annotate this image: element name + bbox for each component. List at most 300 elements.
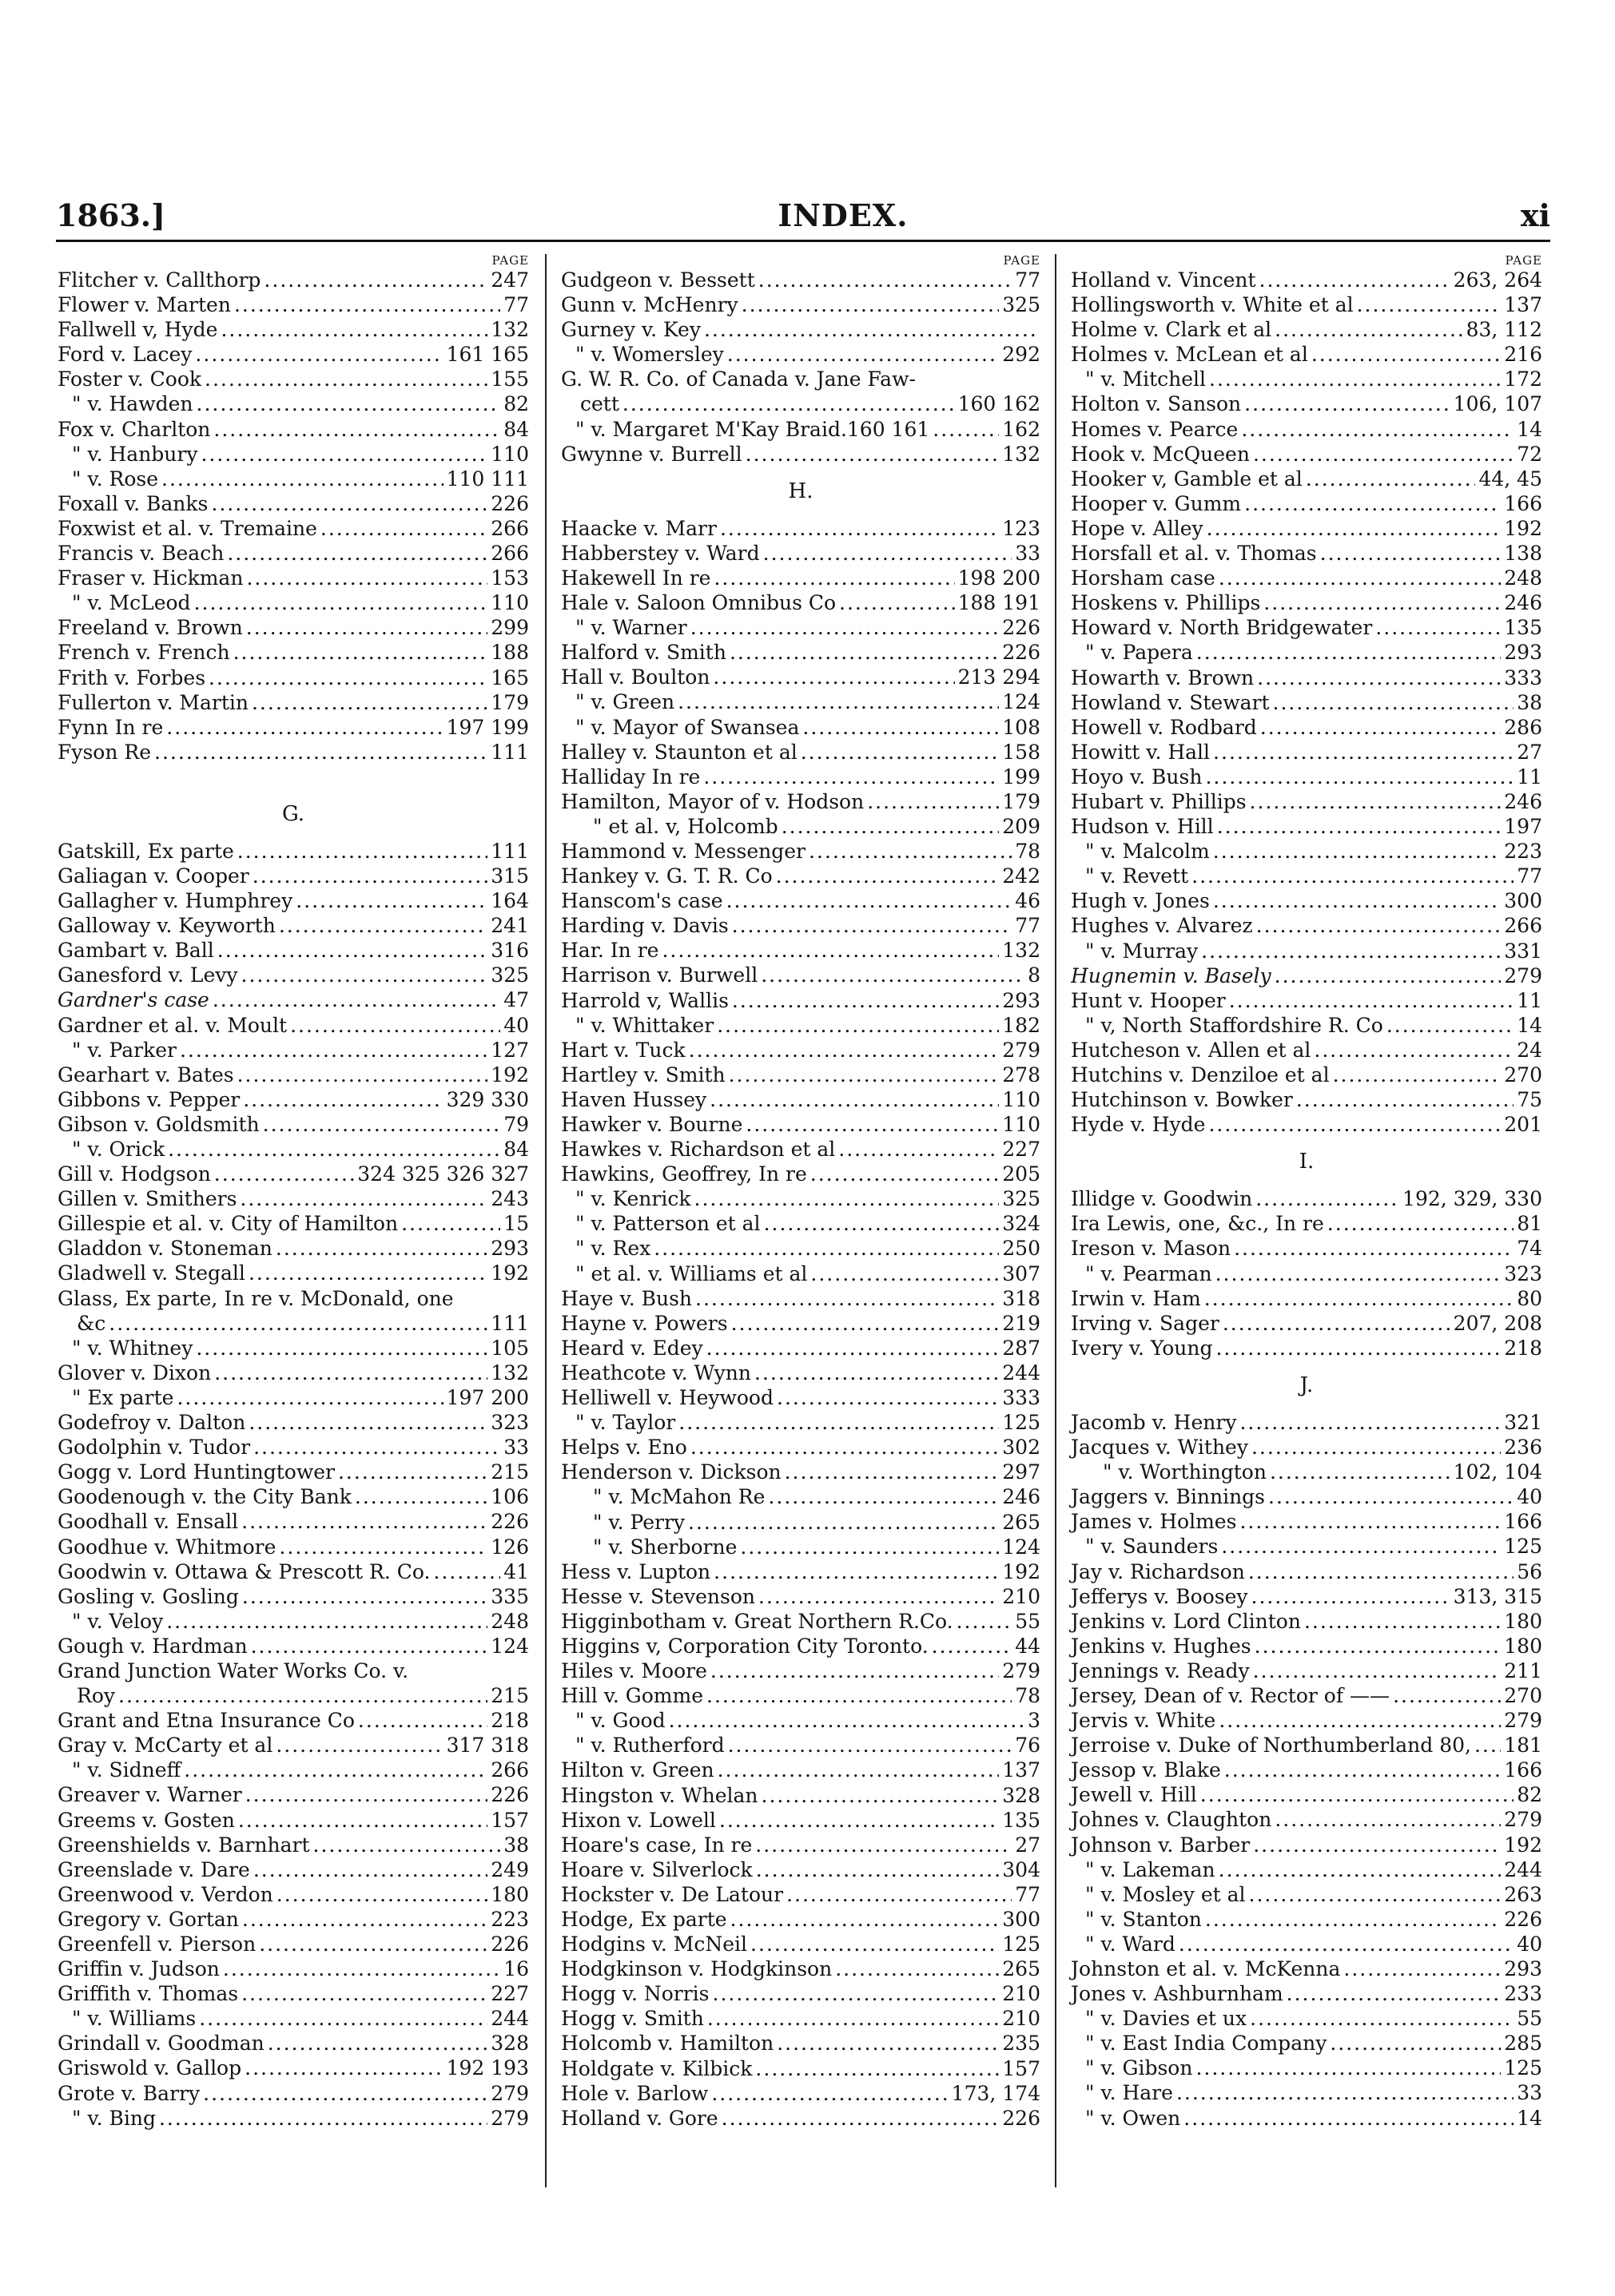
dot-leader	[713, 1981, 1000, 2006]
index-entry	[561, 1361, 1040, 1385]
page-reference: 55	[1517, 2007, 1542, 2031]
dot-leader	[785, 1460, 1000, 1484]
case-name: " v. Hanbury	[72, 442, 198, 466]
index-entry	[561, 888, 1040, 913]
index-entry	[1071, 1807, 1542, 1832]
index-entry	[1071, 939, 1542, 963]
page-reference: 124	[1002, 690, 1040, 714]
index-entry	[1071, 1261, 1542, 1286]
case-name: Goodhall v. Ensall	[58, 1510, 239, 1534]
index-entry-text: G. W. R. Co. of Canada v. Jane Faw-	[561, 367, 916, 391]
index-entry	[561, 1336, 1040, 1361]
case-name: Gallagher v. Humphrey	[58, 889, 293, 913]
index-entry	[1071, 665, 1542, 690]
dot-leader	[710, 1658, 999, 1683]
case-name: &c	[77, 1311, 106, 1335]
dot-leader	[279, 1535, 487, 1559]
case-name: Fyson Re	[58, 740, 152, 764]
index-entry	[561, 1708, 1040, 1733]
case-name: Hutchins v. Denziloe et al	[1071, 1063, 1330, 1086]
dot-leader	[756, 1857, 1000, 1882]
case-name: " v. Davies et ux	[1085, 2007, 1247, 2031]
dot-leader	[706, 1336, 1000, 1361]
case-name: Jewell v. Hill	[1071, 1783, 1197, 1807]
dot-leader	[276, 1236, 487, 1261]
page-reference: 197 200	[446, 1385, 529, 1409]
index-entry	[58, 1435, 529, 1460]
case-name: Henderson v. Dickson	[561, 1460, 782, 1484]
index-entry	[1071, 615, 1542, 640]
dot-leader	[1287, 1981, 1502, 2006]
case-name: " v. Saunders	[1085, 1535, 1219, 1559]
case-name: Greenshields v. Barnhart	[58, 1833, 310, 1857]
dot-leader	[1375, 615, 1501, 640]
page-reference: 286	[1504, 715, 1542, 739]
page-reference: 328	[491, 2032, 529, 2056]
case-name: Gregory v. Gortan	[58, 1907, 239, 1931]
case-name: Hoskens v. Phillips	[1071, 591, 1261, 615]
case-name: French v. French	[58, 641, 230, 665]
index-entry	[561, 1137, 1040, 1162]
index-entry	[1071, 1211, 1542, 1236]
case-name: Holland v. Gore	[561, 2106, 718, 2130]
page-reference: 83, 112	[1466, 318, 1542, 342]
case-name: Hope v. Alley	[1071, 516, 1203, 540]
index-entry	[58, 1385, 529, 1410]
index-entry	[1071, 1981, 1542, 2006]
page-reference: 265	[1002, 1510, 1040, 1534]
index-entry	[1071, 1038, 1542, 1063]
case-name: Fynn In re	[58, 715, 164, 739]
page-reference: 218	[1504, 1336, 1542, 1360]
index-entry	[1071, 640, 1542, 665]
dot-leader	[1327, 1211, 1514, 1236]
case-name: Johnes v. Claughton	[1071, 1808, 1272, 1832]
dot-leader	[1260, 715, 1502, 740]
index-entry	[561, 2081, 1040, 2106]
case-name: Greenslade v. Dare	[58, 1857, 250, 1881]
case-name: Freeland v. Brown	[58, 616, 243, 640]
page-reference: 188 191	[957, 591, 1040, 615]
case-name: " v. Mayor of Swansea	[575, 715, 800, 739]
dot-leader	[240, 1186, 487, 1211]
dot-leader	[1213, 740, 1514, 765]
case-name: Howard v. North Bridgewater	[1071, 616, 1373, 640]
dot-leader	[1241, 417, 1514, 442]
index-entry	[1071, 2006, 1542, 2031]
index-entry	[1071, 2056, 1542, 2080]
dot-leader	[654, 1236, 999, 1261]
index-entry	[561, 1087, 1040, 1112]
page-title: INDEX.	[778, 197, 909, 233]
index-entry	[561, 1162, 1040, 1186]
page-reference: 77	[503, 293, 529, 317]
case-name: " v. Owen	[1085, 2106, 1181, 2130]
page-reference: 125	[1504, 1535, 1542, 1559]
dot-leader	[237, 839, 488, 864]
dot-leader	[203, 2081, 487, 2106]
case-name: Francis v. Beach	[58, 542, 225, 566]
page-reference: 223	[1504, 840, 1542, 864]
dot-leader	[809, 839, 1012, 864]
dot-leader	[195, 342, 443, 367]
dot-leader	[706, 1683, 1012, 1708]
page-reference: 27	[1015, 1833, 1040, 1857]
case-name: Johnston et al. v. McKenna	[1071, 1957, 1341, 1980]
page-reference: 265	[1002, 1957, 1040, 1981]
page-reference: 244	[1504, 1857, 1542, 1881]
index-entry	[1071, 590, 1542, 615]
index-entry	[58, 317, 529, 342]
case-name: " v. East India Company	[1085, 2032, 1327, 2056]
page-reference: 179	[1002, 789, 1040, 813]
index-entry	[58, 1013, 529, 1038]
page-reference: 110 111	[446, 467, 529, 491]
page-reference: 317 318	[446, 1734, 529, 1758]
dot-leader	[1215, 1336, 1501, 1361]
page-reference: 55	[1015, 1609, 1040, 1633]
case-name: Hughes v. Alvarez	[1071, 914, 1253, 938]
dot-leader	[243, 1087, 443, 1112]
case-name: " v. Sidneff	[72, 1758, 181, 1782]
page-reference: 218	[491, 1709, 529, 1733]
page-reference: 33	[1015, 541, 1040, 565]
dot-leader	[184, 1758, 487, 1782]
page-reference: 323	[491, 1411, 529, 1435]
index-entry	[561, 1932, 1040, 1956]
page-reference: 246	[1504, 591, 1542, 615]
page-reference: 132	[491, 318, 529, 342]
index-entry	[561, 1261, 1040, 1286]
page-reference: 161 165	[446, 343, 529, 367]
case-name: Gillespie et al. v. City of Hamilton	[58, 1212, 399, 1236]
page-reference: 241	[491, 914, 529, 938]
case-name: Hartley v. Smith	[561, 1063, 726, 1086]
index-entry	[58, 2031, 529, 2056]
index-entry	[58, 590, 529, 615]
dot-leader	[1217, 814, 1502, 839]
case-name: Goodhue v. Whitmore	[58, 1535, 276, 1559]
dot-leader	[810, 1162, 1000, 1186]
case-name: " v. Papera	[1085, 641, 1193, 665]
page-reference: 210	[1002, 1982, 1040, 2006]
index-entry	[1071, 740, 1542, 765]
index-entry	[561, 615, 1040, 640]
dot-leader	[761, 963, 1024, 987]
case-name: Gladdon v. Stoneman	[58, 1237, 272, 1261]
case-name: " v. Mosley et al	[1085, 1882, 1246, 1906]
case-name: Gladwell v. Stegall	[58, 1261, 245, 1285]
index-entry	[561, 1535, 1040, 1559]
index-entry	[1071, 1509, 1542, 1534]
page-reference: 14	[1517, 2106, 1542, 2130]
index-entry	[561, 913, 1040, 938]
index-entry	[1071, 864, 1542, 888]
case-name: Roy	[77, 1684, 115, 1708]
dot-leader	[109, 1311, 487, 1336]
case-name: Higginbotham v. Great Northern R.Co.	[561, 1609, 953, 1633]
index-entry	[58, 491, 529, 516]
dot-leader	[1263, 590, 1501, 615]
index-entry	[1071, 1013, 1542, 1038]
index-entry	[561, 1286, 1040, 1311]
case-name: Hole v. Barlow	[561, 2081, 709, 2105]
dot-leader	[1250, 2006, 1514, 2031]
case-name: Ira Lewis, one, &c., In re	[1071, 1212, 1324, 1236]
page-reference: 41	[503, 1559, 529, 1583]
page-reference: 279	[1002, 1659, 1040, 1683]
dot-leader	[259, 1932, 487, 1956]
index-entry	[561, 1311, 1040, 1336]
index-entry	[561, 1882, 1040, 1907]
dot-leader	[1224, 1758, 1502, 1782]
section-letter-heading: J.	[1299, 1372, 1314, 1397]
page-reference: 11	[1517, 765, 1542, 789]
page-reference: 125	[1504, 2056, 1542, 2080]
dot-leader	[201, 442, 487, 467]
dot-leader	[669, 1708, 1025, 1733]
index-entry	[58, 1112, 529, 1137]
dot-leader	[213, 417, 500, 442]
dot-leader	[957, 1609, 1012, 1634]
page-reference: 44, 45	[1478, 467, 1542, 491]
dot-leader	[1219, 566, 1501, 590]
dot-leader	[689, 1038, 1000, 1063]
dot-leader	[1386, 1013, 1514, 1038]
page-reference: 266	[491, 542, 529, 566]
page-reference: 197	[1504, 815, 1542, 839]
dot-leader	[1257, 665, 1501, 690]
dot-leader	[253, 864, 488, 888]
index-entry	[561, 1559, 1040, 1584]
dot-leader	[763, 541, 1012, 566]
page-reference: 135	[1504, 616, 1542, 640]
page-reference: 82	[503, 392, 529, 416]
index-entry	[561, 1435, 1040, 1460]
index-entry	[58, 292, 529, 317]
dot-leader	[762, 1783, 1000, 1808]
index-column-2	[561, 254, 1040, 2131]
index-entry	[561, 1634, 1040, 1658]
index-entry	[58, 640, 529, 665]
page-reference: 192	[1504, 516, 1542, 540]
page-reference: 180	[1504, 1634, 1542, 1658]
index-entry	[58, 1683, 529, 1708]
dot-leader	[1314, 1038, 1514, 1063]
column-divider	[545, 254, 547, 2187]
dot-leader	[1393, 1683, 1501, 1708]
dot-leader	[1270, 1460, 1450, 1484]
page-reference: 270	[1504, 1683, 1542, 1707]
page-reference: 325	[1002, 293, 1040, 317]
case-name: Hyde v. Hyde	[1071, 1113, 1206, 1137]
page-reference: 135	[1002, 1808, 1040, 1832]
dot-leader	[1229, 988, 1514, 1013]
page-reference: 157	[491, 1808, 529, 1832]
index-entry	[58, 1634, 529, 1658]
dot-leader	[1306, 467, 1476, 491]
dot-leader	[242, 1907, 487, 1932]
case-name: " v. Malcolm	[1085, 840, 1210, 864]
case-name: Gambart v. Ball	[58, 939, 214, 963]
dot-leader	[1330, 2031, 1501, 2056]
index-entry	[561, 1460, 1040, 1484]
case-name: " Ex parte	[72, 1385, 174, 1409]
case-name: Ivery v. Young	[1071, 1336, 1213, 1360]
dot-leader	[932, 1634, 1012, 1658]
case-name: Jennings v. Ready	[1071, 1658, 1250, 1682]
index-entry	[58, 1211, 529, 1236]
page-reference: 300	[1504, 889, 1542, 913]
index-entry	[58, 1535, 529, 1559]
index-entry	[1071, 1857, 1542, 1882]
case-name: Holdgate v. Kilbick	[561, 2056, 753, 2080]
case-name: Hutchinson v. Bowker	[1071, 1088, 1293, 1112]
case-name: " v. Pearman	[1085, 1261, 1212, 1285]
index-entry	[561, 1385, 1040, 1410]
dot-leader	[118, 1683, 487, 1708]
page-reference: 15	[503, 1212, 529, 1236]
case-name: Gwynne v. Burrell	[561, 442, 742, 466]
dot-leader	[758, 268, 1012, 292]
dot-leader	[732, 988, 999, 1013]
dot-leader	[732, 913, 1012, 938]
page-reference: 153	[491, 566, 529, 590]
index-entry	[561, 1833, 1040, 1857]
dot-leader	[786, 1882, 1012, 1907]
case-name: Griffith v. Thomas	[58, 1982, 239, 2006]
index-entry	[1071, 1063, 1542, 1087]
page-reference: 278	[1002, 1063, 1040, 1086]
page-reference: 263, 264	[1453, 268, 1542, 292]
dot-leader	[1244, 391, 1450, 416]
index-entry	[58, 2081, 529, 2106]
index-entry	[1071, 442, 1542, 467]
case-name: Galloway v. Keyworth	[58, 914, 276, 938]
case-name: Har. In re	[561, 939, 659, 963]
case-name: Gibson v. Goldsmith	[58, 1112, 260, 1136]
index-entry	[1071, 888, 1542, 913]
dot-leader	[355, 1484, 487, 1509]
dot-leader	[1223, 1311, 1450, 1336]
page-reference: 323	[1504, 1261, 1542, 1285]
dot-leader	[764, 1211, 1000, 1236]
page-reference: 198 200	[957, 566, 1040, 590]
page-reference: 160 162	[957, 392, 1040, 416]
dot-leader	[740, 1535, 999, 1559]
page-reference: 80	[1517, 1286, 1542, 1310]
dot-leader	[268, 2031, 488, 2056]
index-entry	[58, 467, 529, 491]
case-name: Jacomb v. Henry	[1071, 1410, 1237, 1434]
index-entry	[561, 1783, 1040, 1808]
index-entry	[58, 268, 529, 292]
case-name: Godolphin v. Tudor	[58, 1436, 251, 1460]
page-reference: 40	[1517, 1932, 1542, 1956]
case-name: Jones v. Ashburnham	[1071, 1982, 1283, 2006]
index-entry	[58, 1460, 529, 1484]
dot-leader	[718, 1758, 1000, 1782]
dot-leader	[713, 665, 954, 689]
page-reference: 293	[1002, 988, 1040, 1012]
index-entry	[561, 1758, 1040, 1782]
index-entry	[58, 566, 529, 590]
page-reference: 181	[1504, 1734, 1542, 1758]
page-reference: 279	[491, 2106, 529, 2130]
index-entry	[1071, 541, 1542, 566]
case-name: Hook v. McQueen	[1071, 442, 1250, 466]
index-entry	[58, 1932, 529, 1956]
page-column-label: PAGE	[1505, 253, 1542, 268]
dot-leader	[166, 715, 443, 740]
index-entry	[561, 1410, 1040, 1435]
dot-leader	[296, 888, 487, 913]
dot-leader	[242, 1584, 487, 1609]
index-entry	[1071, 342, 1542, 367]
case-name: Jefferys v. Boosey	[1071, 1584, 1248, 1608]
index-entry	[58, 1038, 529, 1063]
dot-leader	[1304, 1609, 1501, 1634]
page-reference: 44	[1015, 1634, 1040, 1658]
page-reference: 173, 174	[951, 2081, 1040, 2105]
index-entry	[561, 2056, 1040, 2081]
index-entry	[1071, 1708, 1542, 1733]
page-reference: 279	[1504, 1808, 1542, 1832]
dot-leader	[730, 640, 999, 665]
page-reference: 215	[491, 1684, 529, 1708]
page-reference: 157	[1002, 2056, 1040, 2080]
case-name: Harrison v. Burwell	[561, 963, 758, 987]
case-name: James v. Holmes	[1071, 1510, 1237, 1534]
page-reference: 111	[491, 839, 529, 863]
index-entry	[561, 839, 1040, 864]
dot-leader	[801, 740, 1000, 765]
page-reference: 279	[491, 2081, 529, 2105]
page-reference: 266	[491, 1758, 529, 1782]
case-name: cett	[580, 392, 619, 416]
index-entry	[561, 1956, 1040, 1981]
page-reference: 226	[491, 491, 529, 515]
case-name: Hawkes v. Richardson et al	[561, 1138, 836, 1162]
page-reference: 201	[1504, 1113, 1542, 1137]
case-name: Holmes v. McLean et al	[1071, 343, 1308, 367]
page-column-label: PAGE	[1003, 253, 1040, 268]
page-reference: 182	[1002, 1013, 1040, 1037]
index-entry	[58, 1162, 529, 1186]
index-entry	[58, 1361, 529, 1385]
page-reference: 279	[1002, 1038, 1040, 1062]
index-entry	[58, 1708, 529, 1733]
index-entry	[58, 1808, 529, 1833]
dot-leader	[213, 987, 500, 1012]
dot-leader	[690, 615, 1000, 640]
page-reference: 215	[491, 1460, 529, 1484]
index-entry	[1071, 1186, 1542, 1211]
section-letter-heading: I.	[1299, 1150, 1315, 1174]
section-letter-heading: G.	[281, 801, 305, 826]
dot-leader	[154, 740, 487, 765]
index-entry	[1071, 1559, 1542, 1584]
case-name: Gudgeon v. Bessett	[561, 268, 755, 292]
dot-leader	[1249, 1882, 1502, 1907]
case-name: Gunn v. McHenry	[561, 293, 738, 317]
page-reference: 137	[1504, 293, 1542, 317]
page-reference: 246	[1504, 789, 1542, 813]
case-name: Hockster v. De Latour	[561, 1882, 784, 1906]
index-entry	[1071, 1609, 1542, 1634]
page-reference: 127	[491, 1038, 529, 1062]
dot-leader	[1201, 939, 1501, 963]
